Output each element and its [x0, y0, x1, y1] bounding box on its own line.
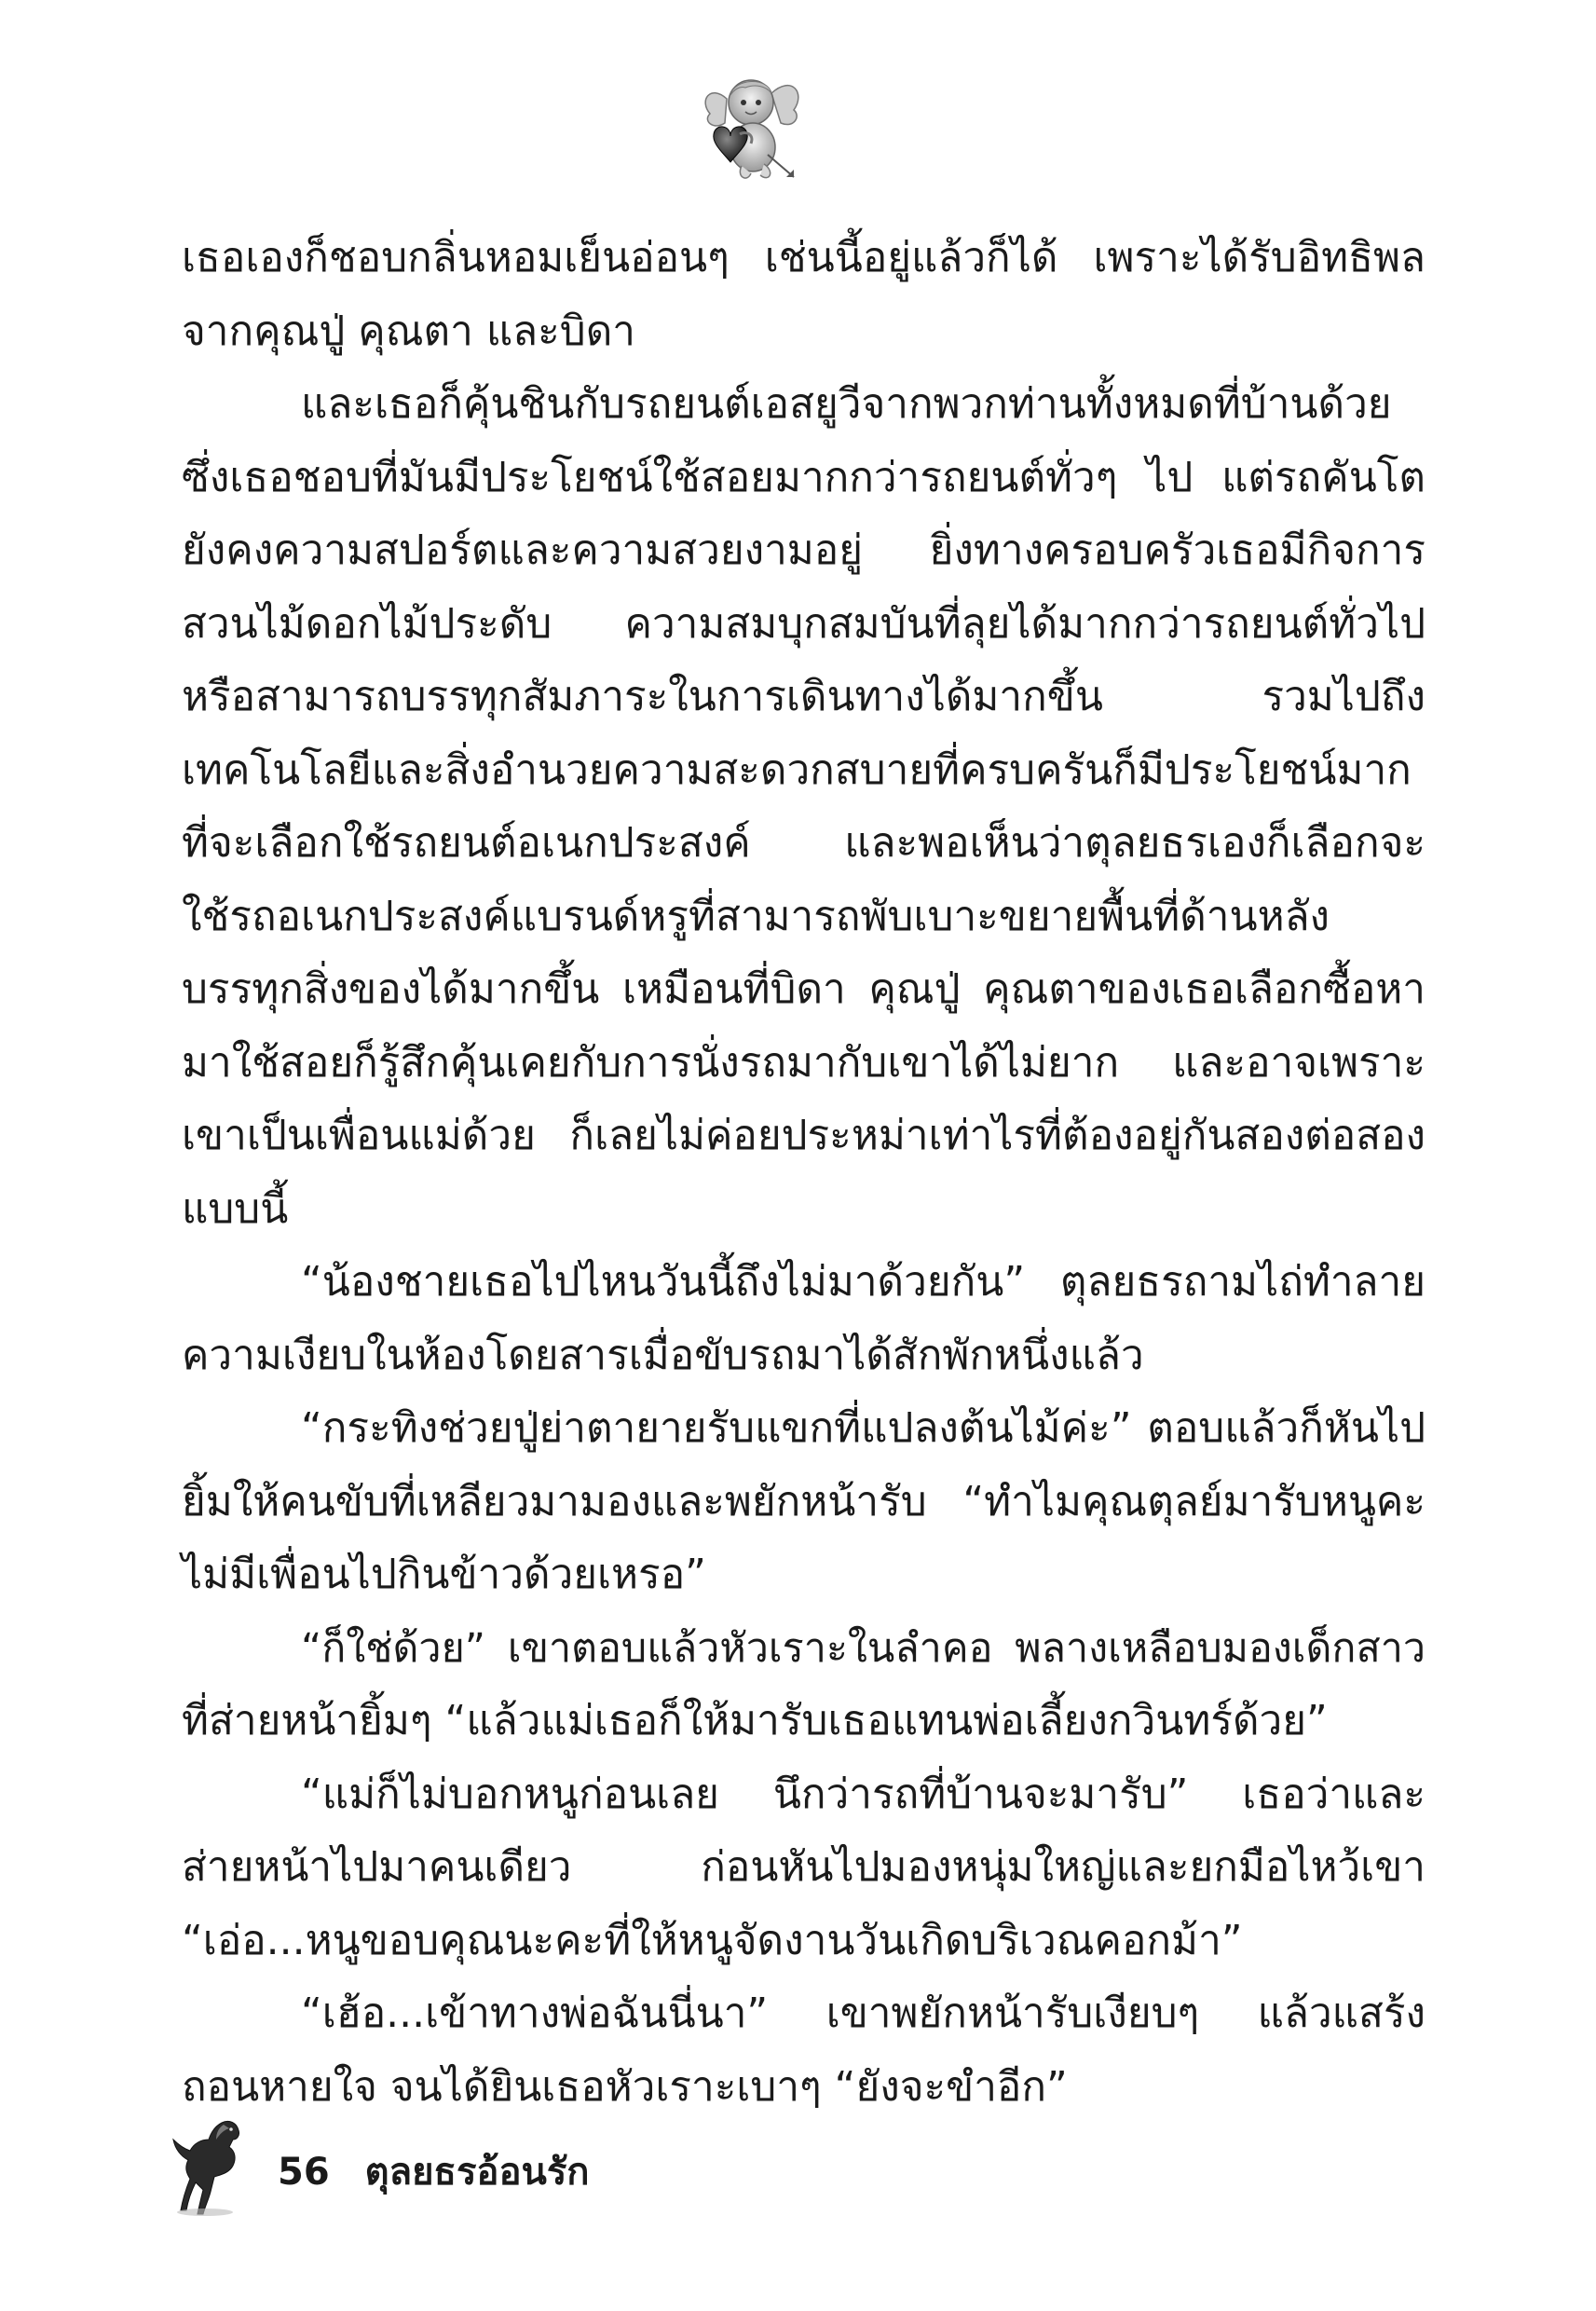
text-line: เขาเป็นเพื่อนแม่ด้วย ก็เลยไม่ค่อยประหม่าเท่าไรที่ต้องอยู่กันสองต่อสอง: [182, 1112, 1425, 1159]
page-number: 56: [278, 2151, 330, 2194]
body-text: [182, 222, 1425, 2124]
text-line: ความเงียบในห้องโดยสารเมื่อขับรถมาได้สักพักหนึ่งแล้ว: [182, 1331, 1144, 1379]
text-line: “น้องชายเธอไปไหนวันนี้ถึงไม่มาด้วยกัน” ตุลยธรถามไถ่ทำลาย: [301, 1258, 1425, 1306]
text-line: “เอ่อ...หนูขอบคุณนะคะที่ให้หนูจัดงานวันเกิดบริเวณคอกม้า”: [182, 1916, 1243, 1964]
text-line: แบบนี้: [182, 1184, 289, 1233]
text-line: ซึ่งเธอชอบที่มันมีประโยชน์ใช้สอยมากกว่ารถยนต์ทั่วๆ ไป แต่รถคันโต: [182, 453, 1425, 501]
text-line: ยังคงความสปอร์ตและความสวยงามอยู่ ยิ่งทางครอบครัวเธอมีกิจการ: [182, 526, 1425, 574]
text-line: ส่ายหน้าไปมาคนเดียว ก่อนหันไปมองหนุ่มใหญ่และยกมือไหว้เขา: [182, 1843, 1425, 1891]
rearing-horse-icon: [168, 2115, 252, 2218]
text-line: ยิ้มให้คนขับที่เหลียวมามองและพยักหน้ารับ “ทำไมคุณตุลย์มารับหนูคะ: [182, 1477, 1425, 1525]
cupid-heart-icon: [689, 65, 811, 186]
text-line: มาใช้สอยก็รู้สึกคุ้นเคยกับการนั่งรถมากับเขาได้ไม่ยาก และอาจเพราะ: [182, 1038, 1425, 1087]
text-line: “แม่ก็ไม่บอกหนูก่อนเลย นึกว่ารถที่บ้านจะมารับ” เธอว่าและ: [301, 1770, 1425, 1818]
text-line: ไม่มีเพื่อนไปกินข้าวด้วยเหรอ”: [182, 1551, 706, 1598]
footer-label: [278, 2141, 590, 2201]
text-line: ถอนหายใจ จนได้ยินเธอหัวเราะเบาๆ “ยังจะขำอีก”: [182, 2062, 1068, 2111]
text-line: เธอเองก็ชอบกลิ่นหอมเย็นอ่อนๆ เช่นนี้อยู่แล้วก็ได้ เพราะได้รับอิทธิพล: [182, 234, 1425, 281]
text-line: เทคโนโลยีและสิ่งอำนวยความสะดวกสบายที่ครบครันก็มีประโยชน์มาก: [182, 745, 1412, 794]
text-line: “กระทิงช่วยปู่ย่าตายายรับแขกที่แปลงต้นไม้ค่ะ” ตอบแล้วก็หันไป: [301, 1404, 1425, 1452]
page-footer: [168, 2115, 820, 2218]
text-line: ที่จะเลือกใช้รถยนต์อเนกประสงค์ และพอเห็นว่าตุลยธรเองก็เลือกจะ: [182, 819, 1425, 867]
text-line: “ก็ใช่ด้วย” เขาตอบแล้วหัวเราะในลำคอ พลางเหลือบมองเด็กสาว: [301, 1624, 1425, 1672]
text-line: และเธอก็คุ้นชินกับรถยนต์เอสยูวีจากพวกท่านทั้งหมดที่บ้านด้วย: [301, 380, 1392, 428]
text-line: สวนไม้ดอกไม้ประดับ ความสมบุกสมบันที่ลุยได้มากกว่ารถยนต์ทั่วไป: [182, 599, 1425, 648]
text-line: “เฮ้อ...เข้าทางพ่อฉันนี่นา” เขาพยักหน้ารับเงียบๆ แล้วแสร้ง: [301, 1990, 1425, 2037]
text-line: ใช้รถอเนกประสงค์แบรนด์หรูที่สามารถพับเบาะขยายพื้นที่ด้านหลัง: [182, 892, 1330, 940]
book-title: ตุลยธรอ้อนรัก: [364, 2151, 590, 2194]
text-line: จากคุณปู่ คุณตา และบิดา: [182, 307, 635, 355]
text-line: บรรทุกสิ่งของได้มากขึ้น เหมือนที่บิดา คุณปู่ คุณตาของเธอเลือกซื้อหา: [182, 965, 1425, 1013]
text-line: ที่ส่ายหน้ายิ้มๆ “แล้วแม่เธอก็ให้มารับเธอแทนพ่อเลี้ยงกวินทร์ด้วย”: [182, 1697, 1328, 1744]
text-line: หรือสามารถบรรทุกสัมภาระในการเดินทางได้มากขึ้น รวมไปถึง: [182, 673, 1425, 720]
